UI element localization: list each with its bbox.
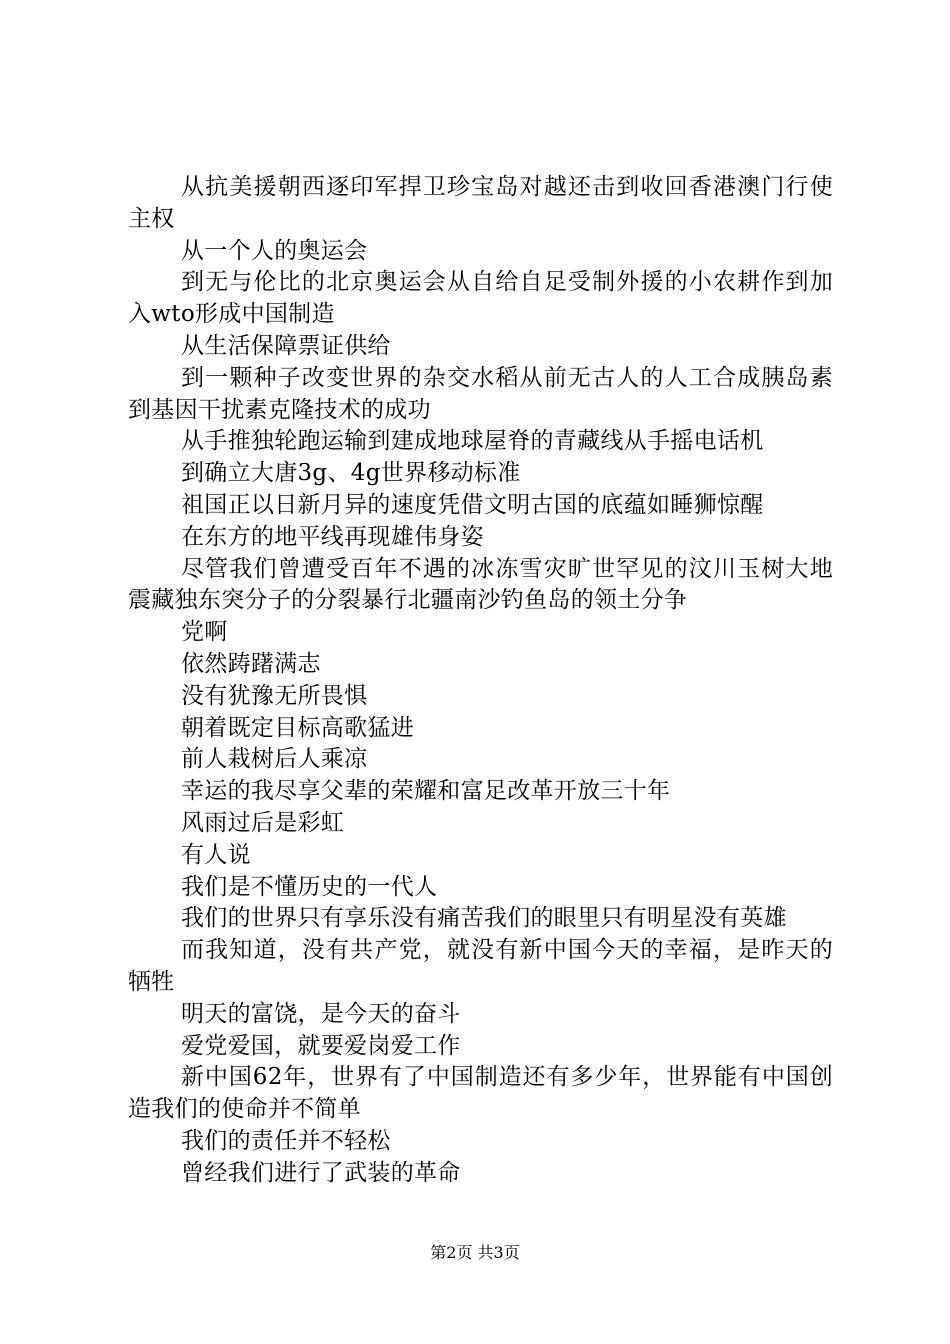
paragraph: 到确立大唐3g、4g世界移动标准 [181,460,521,487]
paragraph: 尽管我们曾遭受百年不遇的冰冻雪灾旷世罕见的汶川玉树大地震藏独东突分子的分裂暴行北疆南沙钓鱼岛的领土分争 [128,555,833,614]
paragraph: 没有犹豫无所畏惧 [181,682,368,709]
paragraph: 从抗美援朝西逐印军捍卫珍宝岛对越还击到收回香港澳门行使主权 [128,174,833,232]
paragraph: 到一颗种子改变世界的杂交水稻从前无古人的人工合成胰岛素到基因干扰素克隆技术的成功 [128,364,833,423]
paragraph: 爱党爱国，就要爱岗爱工作 [181,1032,461,1059]
paragraph: 明天的富饶，是今天的奋斗 [181,1000,461,1027]
paragraph: 前人栽树后人乘凉 [181,746,368,773]
paragraph: 从生活保障票证供给 [181,332,391,359]
paragraph: 风雨过后是彩虹 [181,809,345,836]
document-body [128,172,833,1190]
paragraph: 朝着既定目标高歌猛进 [181,714,414,741]
page-number-footer: 第2页 共3页 [430,1243,520,1262]
paragraph: 我们的世界只有享乐没有痛苦我们的眼里只有明星没有英雄 [181,905,787,932]
paragraph: 依然踌躇满志 [181,650,321,677]
paragraph: 曾经我们进行了武装的革命 [181,1159,461,1186]
paragraph: 从一个人的奥运会 [181,237,368,264]
paragraph: 有人说 [181,841,251,868]
paragraph: 而我知道，没有共产党，就没有新中国今天的幸福，是昨天的牺牲 [128,937,833,995]
paragraph: 从手推独轮跑运输到建成地球屋脊的青藏线从手摇电话机 [181,428,764,455]
paragraph: 我们的责任并不轻松 [181,1127,391,1154]
paragraph: 在东方的地平线再现雄伟身姿 [181,523,484,550]
paragraph: 祖国正以日新月异的速度凭借文明古国的底蕴如睡狮惊醒 [181,491,764,518]
paragraph: 到无与伦比的北京奥运会从自给自足受制外援的小农耕作到加入wto形成中国制造 [128,269,833,328]
paragraph: 幸运的我尽享父辈的荣耀和富足改革开放三十年 [181,778,671,805]
paragraph: 新中国62年，世界有了中国制造还有多少年，世界能有中国创造我们的使命并不简单 [128,1064,833,1123]
paragraph: 党啊 [181,619,228,646]
paragraph: 我们是不懂历史的一代人 [181,873,438,900]
